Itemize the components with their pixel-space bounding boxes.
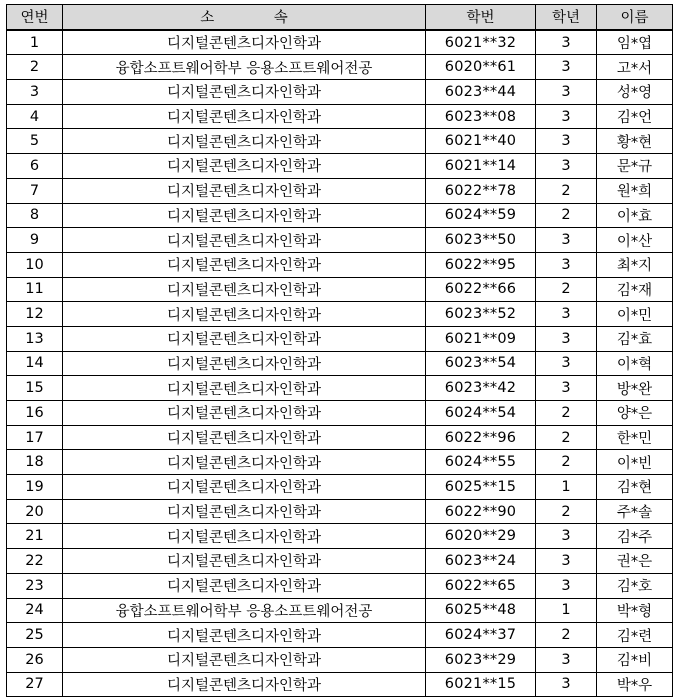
cell-student-id: 6022**90 (426, 499, 536, 524)
cell-department: 디지털콘텐츠디자인학과 (63, 326, 426, 351)
student-roster-table (6, 4, 673, 697)
cell-student-id: 6023**52 (426, 302, 536, 327)
cell-number: 8 (7, 203, 63, 228)
cell-name: 김*재 (597, 277, 673, 302)
cell-number: 21 (7, 524, 63, 549)
table-row (7, 351, 673, 376)
cell-year: 2 (536, 425, 597, 450)
cell-name: 성*영 (597, 80, 673, 105)
cell-student-id: 6021**15 (426, 672, 536, 697)
table-row (7, 573, 673, 598)
cell-year: 2 (536, 203, 597, 228)
cell-name: 양*은 (597, 401, 673, 426)
cell-department: 디지털콘텐츠디자인학과 (63, 524, 426, 549)
cell-student-id: 6021**40 (426, 129, 536, 154)
cell-number: 3 (7, 80, 63, 105)
cell-name: 이*효 (597, 203, 673, 228)
cell-student-id: 6025**48 (426, 598, 536, 623)
cell-department: 디지털콘텐츠디자인학과 (63, 425, 426, 450)
cell-student-id: 6020**29 (426, 524, 536, 549)
cell-student-id: 6021**14 (426, 154, 536, 179)
cell-number: 5 (7, 129, 63, 154)
cell-number: 24 (7, 598, 63, 623)
table-row (7, 302, 673, 327)
cell-year: 3 (536, 376, 597, 401)
table-row (7, 30, 673, 55)
cell-name: 김*현 (597, 475, 673, 500)
table-row (7, 228, 673, 253)
cell-name: 문*규 (597, 154, 673, 179)
table-row (7, 623, 673, 648)
cell-department: 디지털콘텐츠디자인학과 (63, 302, 426, 327)
cell-year: 2 (536, 277, 597, 302)
table-row (7, 549, 673, 574)
cell-name: 주*솔 (597, 499, 673, 524)
cell-year: 2 (536, 178, 597, 203)
cell-department: 디지털콘텐츠디자인학과 (63, 80, 426, 105)
cell-year: 3 (536, 524, 597, 549)
cell-department: 디지털콘텐츠디자인학과 (63, 104, 426, 129)
cell-department: 디지털콘텐츠디자인학과 (63, 351, 426, 376)
cell-year: 3 (536, 55, 597, 80)
table-row (7, 55, 673, 80)
cell-department: 디지털콘텐츠디자인학과 (63, 549, 426, 574)
table-row (7, 326, 673, 351)
cell-department: 디지털콘텐츠디자인학과 (63, 154, 426, 179)
cell-name: 한*민 (597, 425, 673, 450)
cell-name: 이*산 (597, 228, 673, 253)
cell-year: 2 (536, 450, 597, 475)
table-row (7, 450, 673, 475)
cell-name: 임*엽 (597, 30, 673, 55)
cell-year: 3 (536, 228, 597, 253)
table-row (7, 598, 673, 623)
cell-student-id: 6025**15 (426, 475, 536, 500)
cell-number: 22 (7, 549, 63, 574)
cell-department: 융합소프트웨어학부 응용소프트웨어전공 (63, 598, 426, 623)
cell-department: 디지털콘텐츠디자인학과 (63, 499, 426, 524)
table-row (7, 376, 673, 401)
table-row (7, 425, 673, 450)
cell-student-id: 6023**08 (426, 104, 536, 129)
cell-number: 13 (7, 326, 63, 351)
cell-name: 김*호 (597, 573, 673, 598)
table-row (7, 129, 673, 154)
cell-year: 3 (536, 351, 597, 376)
cell-department: 디지털콘텐츠디자인학과 (63, 573, 426, 598)
cell-number: 11 (7, 277, 63, 302)
cell-name: 이*빈 (597, 450, 673, 475)
cell-student-id: 6023**50 (426, 228, 536, 253)
table-header-row (7, 5, 673, 30)
cell-name: 김*비 (597, 647, 673, 672)
cell-year: 3 (536, 647, 597, 672)
cell-year: 3 (536, 672, 597, 697)
header-student-id: 학번 (426, 5, 536, 30)
cell-number: 6 (7, 154, 63, 179)
table-row (7, 104, 673, 129)
table-row (7, 80, 673, 105)
cell-number: 27 (7, 672, 63, 697)
cell-year: 3 (536, 252, 597, 277)
cell-name: 김*련 (597, 623, 673, 648)
cell-student-id: 6020**61 (426, 55, 536, 80)
cell-number: 15 (7, 376, 63, 401)
cell-year: 3 (536, 549, 597, 574)
cell-department: 디지털콘텐츠디자인학과 (63, 178, 426, 203)
cell-year: 2 (536, 401, 597, 426)
cell-year: 3 (536, 80, 597, 105)
cell-department: 디지털콘텐츠디자인학과 (63, 450, 426, 475)
cell-student-id: 6022**66 (426, 277, 536, 302)
cell-department: 디지털콘텐츠디자인학과 (63, 277, 426, 302)
cell-student-id: 6023**54 (426, 351, 536, 376)
cell-student-id: 6021**32 (426, 30, 536, 55)
cell-number: 19 (7, 475, 63, 500)
cell-department: 디지털콘텐츠디자인학과 (63, 623, 426, 648)
table-row (7, 203, 673, 228)
cell-number: 4 (7, 104, 63, 129)
cell-name: 이*민 (597, 302, 673, 327)
cell-year: 3 (536, 573, 597, 598)
cell-number: 23 (7, 573, 63, 598)
table-row (7, 499, 673, 524)
cell-number: 18 (7, 450, 63, 475)
table-row (7, 154, 673, 179)
cell-student-id: 6024**55 (426, 450, 536, 475)
header-year: 학년 (536, 5, 597, 30)
table-row (7, 252, 673, 277)
cell-name: 박*형 (597, 598, 673, 623)
cell-department: 디지털콘텐츠디자인학과 (63, 30, 426, 55)
cell-name: 방*완 (597, 376, 673, 401)
header-number: 연번 (7, 5, 63, 30)
table-row (7, 672, 673, 697)
cell-department: 융합소프트웨어학부 응용소프트웨어전공 (63, 55, 426, 80)
cell-student-id: 6023**44 (426, 80, 536, 105)
cell-year: 3 (536, 30, 597, 55)
cell-department: 디지털콘텐츠디자인학과 (63, 228, 426, 253)
header-name: 이름 (597, 5, 673, 30)
table-row (7, 475, 673, 500)
cell-student-id: 6021**09 (426, 326, 536, 351)
cell-student-id: 6023**29 (426, 647, 536, 672)
header-department: 소 속 (63, 5, 426, 30)
table-row (7, 277, 673, 302)
cell-number: 16 (7, 401, 63, 426)
cell-year: 3 (536, 302, 597, 327)
cell-number: 25 (7, 623, 63, 648)
cell-student-id: 6024**37 (426, 623, 536, 648)
cell-number: 9 (7, 228, 63, 253)
cell-name: 박*우 (597, 672, 673, 697)
cell-department: 디지털콘텐츠디자인학과 (63, 401, 426, 426)
cell-number: 2 (7, 55, 63, 80)
cell-student-id: 6022**96 (426, 425, 536, 450)
cell-name: 김*효 (597, 326, 673, 351)
cell-name: 김*주 (597, 524, 673, 549)
table-body (7, 30, 673, 697)
cell-year: 3 (536, 104, 597, 129)
cell-student-id: 6024**54 (426, 401, 536, 426)
cell-year: 3 (536, 154, 597, 179)
cell-student-id: 6022**78 (426, 178, 536, 203)
cell-department: 디지털콘텐츠디자인학과 (63, 376, 426, 401)
cell-name: 원*희 (597, 178, 673, 203)
table-row (7, 524, 673, 549)
cell-number: 7 (7, 178, 63, 203)
cell-student-id: 6024**59 (426, 203, 536, 228)
table-row (7, 178, 673, 203)
cell-name: 황*현 (597, 129, 673, 154)
cell-student-id: 6023**24 (426, 549, 536, 574)
table-row (7, 401, 673, 426)
cell-number: 20 (7, 499, 63, 524)
cell-student-id: 6022**65 (426, 573, 536, 598)
cell-year: 1 (536, 475, 597, 500)
cell-department: 디지털콘텐츠디자인학과 (63, 647, 426, 672)
cell-name: 최*지 (597, 252, 673, 277)
cell-department: 디지털콘텐츠디자인학과 (63, 129, 426, 154)
cell-name: 권*은 (597, 549, 673, 574)
cell-number: 10 (7, 252, 63, 277)
cell-name: 이*혁 (597, 351, 673, 376)
cell-department: 디지털콘텐츠디자인학과 (63, 475, 426, 500)
cell-number: 14 (7, 351, 63, 376)
cell-name: 김*언 (597, 104, 673, 129)
cell-student-id: 6023**42 (426, 376, 536, 401)
cell-number: 17 (7, 425, 63, 450)
cell-year: 3 (536, 129, 597, 154)
cell-year: 1 (536, 598, 597, 623)
cell-number: 1 (7, 30, 63, 55)
cell-number: 12 (7, 302, 63, 327)
cell-year: 2 (536, 623, 597, 648)
cell-year: 3 (536, 326, 597, 351)
cell-number: 26 (7, 647, 63, 672)
cell-name: 고*서 (597, 55, 673, 80)
cell-department: 디지털콘텐츠디자인학과 (63, 672, 426, 697)
cell-year: 2 (536, 499, 597, 524)
table-row (7, 647, 673, 672)
cell-department: 디지털콘텐츠디자인학과 (63, 252, 426, 277)
cell-department: 디지털콘텐츠디자인학과 (63, 203, 426, 228)
cell-student-id: 6022**95 (426, 252, 536, 277)
